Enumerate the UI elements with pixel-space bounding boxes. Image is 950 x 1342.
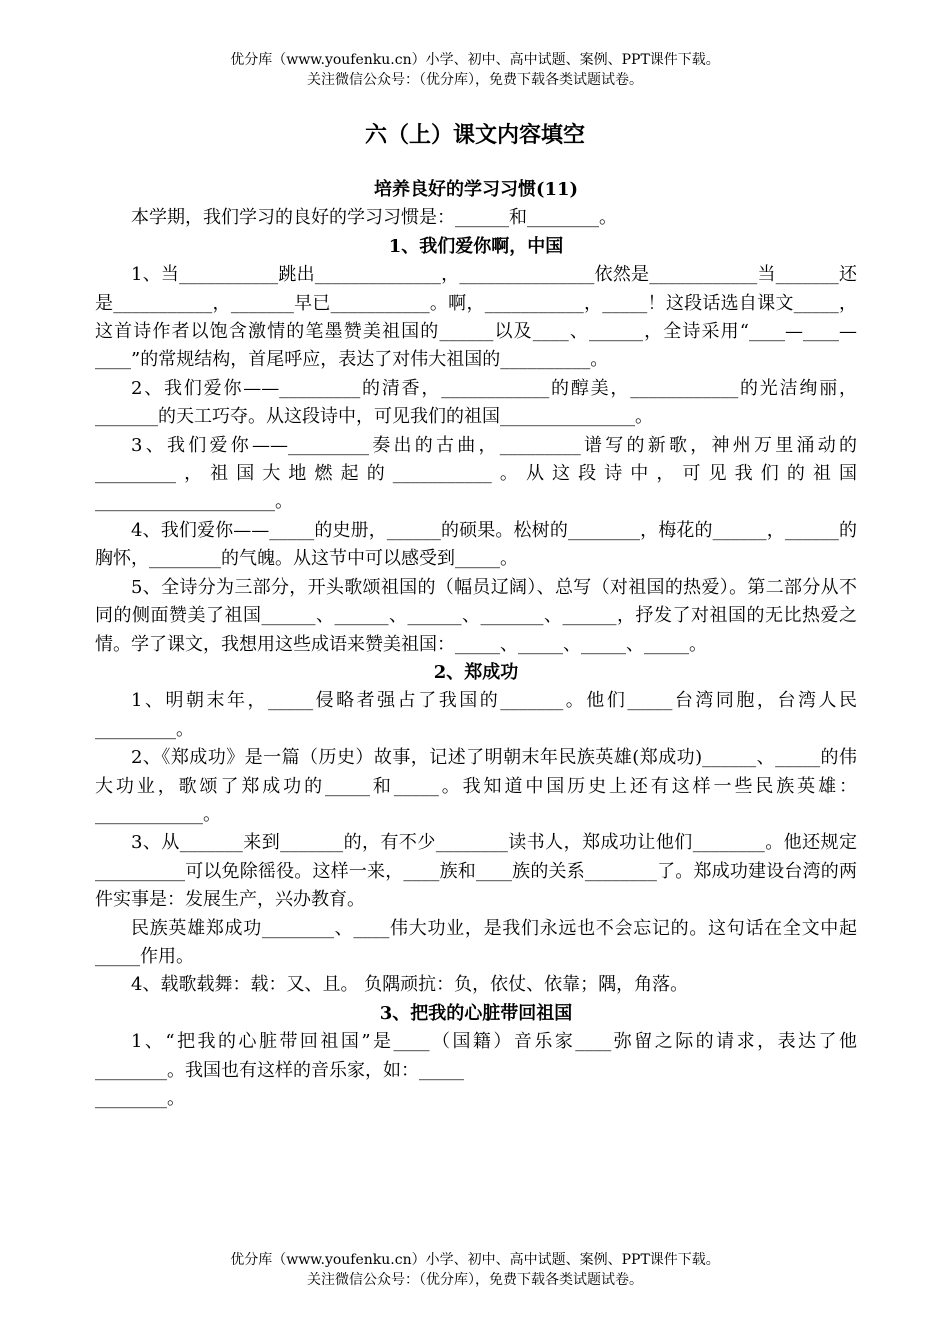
page-title: 六（上）课文内容填空 bbox=[364, 122, 585, 148]
paragraph: 1、当___________跳出______________，_______________依然是____________当_______还是___________，_______早已___________。啊，___________，_____！这段话选自课文_____，这首诗作者以饱含激情的笔墨赞美祖国的______以及____、______，全诗采用“____—____—____”的常规结构，首尾呼应，表达了对伟大祖国的__________。 bbox=[95, 264, 857, 371]
paragraph: 2、我们爱你——_________的清香，____________的醇美，____________的光洁绚丽，_______的天工巧夺。从这段诗中，可见我们的祖国_______________。 bbox=[95, 377, 857, 428]
paragraph: 1、明朝末年，_____侵略者强占了我国的_______。他们_____台湾同胞，台湾人民_________。 bbox=[95, 690, 857, 740]
paragraph: 民族英雄郑成功________、____伟大功业，是我们永远也不会忘记的。这句话在全文中起_____作用。 bbox=[95, 917, 857, 967]
section-heading-3: 3、把我的心脏带回祖国 bbox=[379, 1002, 573, 1024]
paragraph: 5、全诗分为三部分，开头歌颂祖国的（幅员辽阔）、总写（对祖国的热爱）。第二部分从不同的侧面赞美了祖国______、______、______、_______、______，抒发了对祖国的无比热爱之情。学了课文，我想用这些成语来赞美祖国：_____、_____、_____、_____。 bbox=[95, 576, 857, 655]
paragraph-continuation: ________。 bbox=[95, 1088, 185, 1109]
section-heading-1: 1、我们爱你啊，中国 bbox=[388, 235, 564, 257]
header-line-1: 优分库（www.youfenku.cn）小学、初中、高中试题、案例、PPT课件下载。 bbox=[230, 52, 720, 68]
page-header bbox=[0, 50, 950, 90]
footer-line-2: 关注微信公众号：（优分库），免费下载各类试题试卷。 bbox=[307, 1272, 643, 1288]
page-footer bbox=[0, 1250, 950, 1290]
paragraph: 3、我们爱你——_________奏出的古曲，_________谱写的新歌，神州万里涌动的_________，祖国大地燃起的___________。从这段诗中，可见我们的祖国____________________。 bbox=[95, 434, 857, 513]
paragraph: 本学期，我们学习的良好的学习习惯是：______和________。 bbox=[131, 207, 617, 229]
paragraph: 2、《郑成功》是一篇（历史）故事，记述了明朝末年民族英雄(郑成功)______、_____的伟大功业，歌颂了郑成功的_____和_____。我知道中国历史上还有这样一些民族英雄：____________。 bbox=[95, 747, 857, 825]
section-heading-habits: 培养良好的学习习惯(11) bbox=[373, 179, 579, 200]
paragraph: 4、载歌载舞：载：又、且。 负隅顽抗：负，依仗、依靠；隅，角落。 bbox=[131, 974, 689, 996]
paragraph: 4、我们爱你——_____的史册，______的硕果。松树的________，梅花的______，______的胸怀，________的气魄。从这节中可以感受到_____。 bbox=[95, 519, 857, 570]
paragraph: 3、从_______来到_______的，有不少________读书人，郑成功让他们________。他还规定__________可以免除徭役。这样一来，____族和____族的关系________了。郑成功建设台湾的两件实事是：发展生产，兴办教育。 bbox=[95, 832, 857, 911]
paragraph: 1、“把我的心脏带回祖国”是____（国籍）音乐家____弥留之际的请求，表达了他________。我国也有这样的音乐家，如：_____ bbox=[95, 1031, 857, 1081]
footer-line-1: 优分库（www.youfenku.cn）小学、初中、高中试题、案例、PPT课件下载。 bbox=[230, 1252, 720, 1268]
document-body bbox=[95, 176, 857, 1113]
section-heading-2: 2、郑成功 bbox=[433, 661, 519, 683]
header-line-2: 关注微信公众号：（优分库），免费下载各类试题试卷。 bbox=[307, 72, 643, 88]
